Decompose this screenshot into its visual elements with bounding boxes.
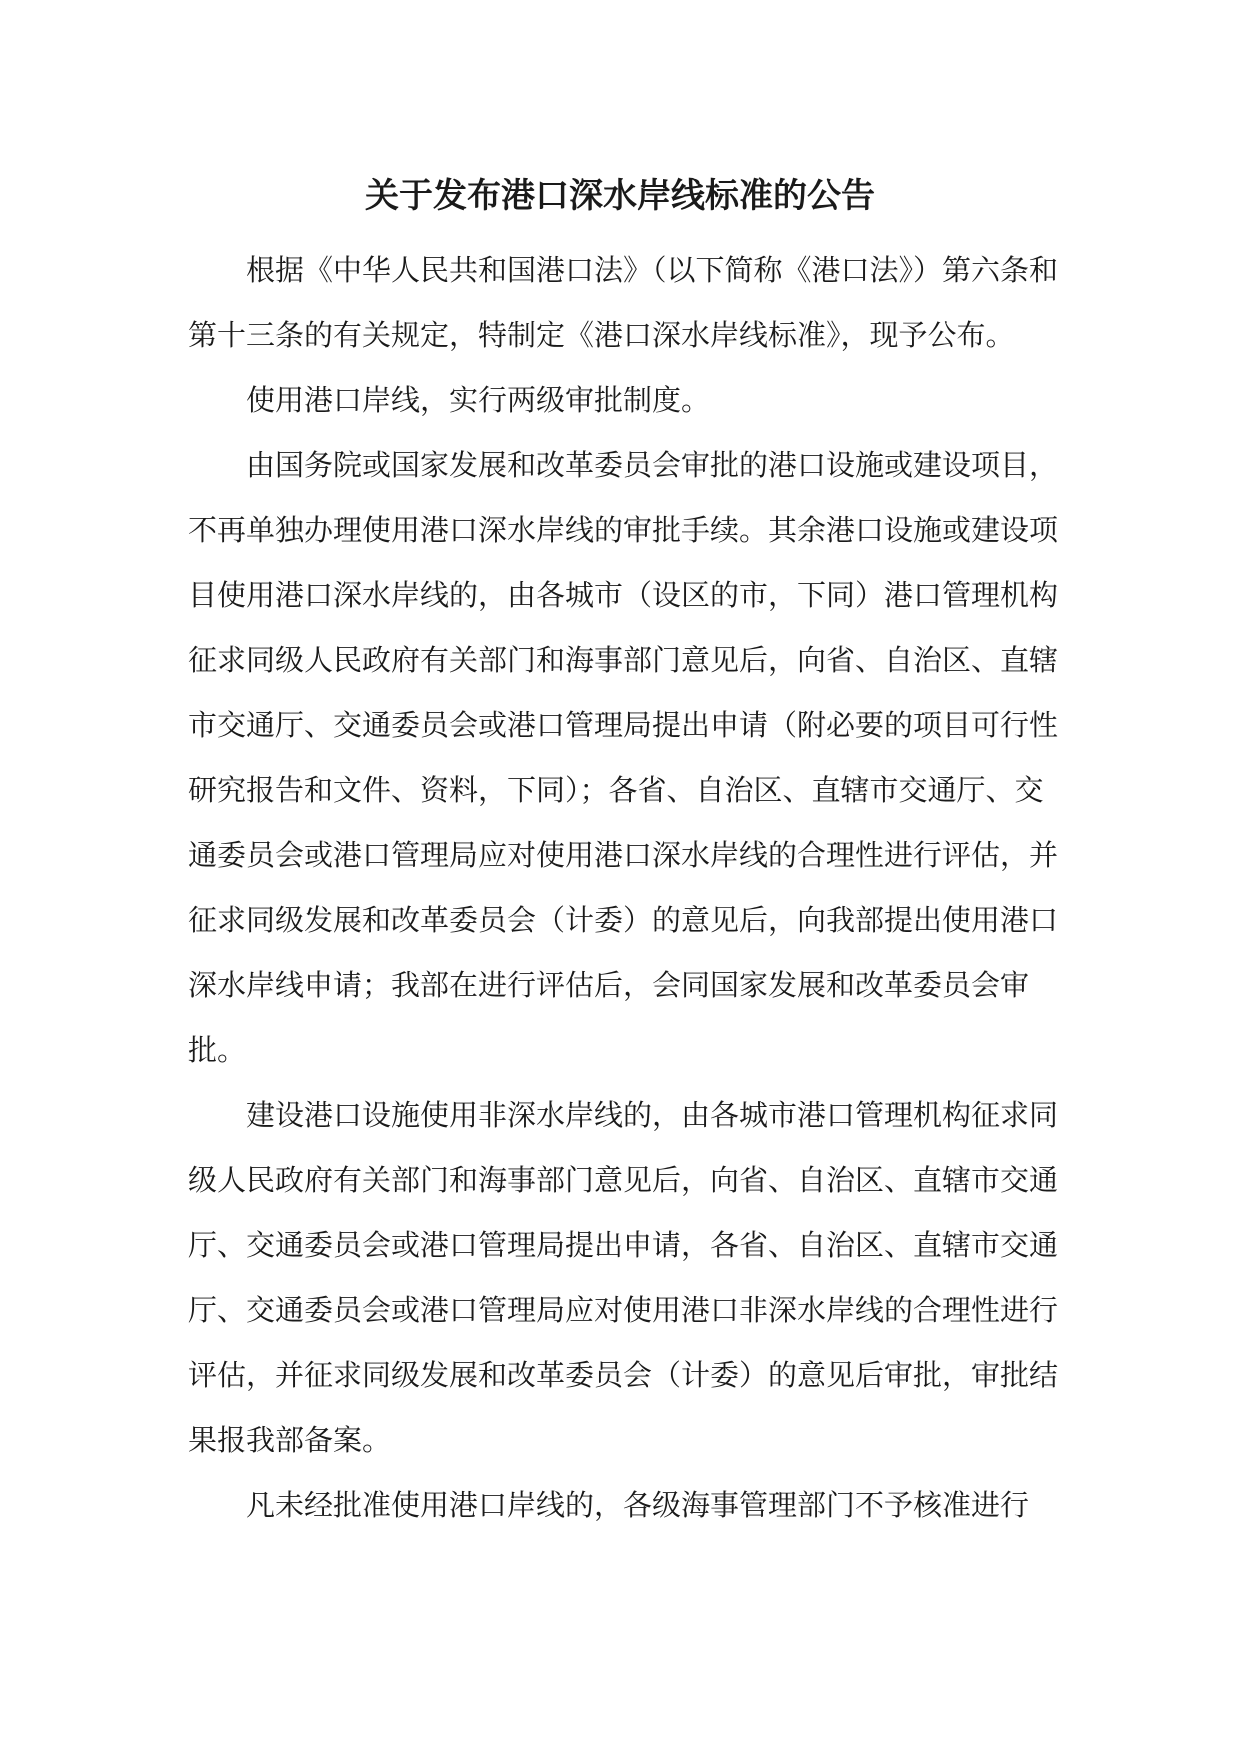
paragraph-approval-system: 使用港口岸线，实行两级审批制度。: [246, 383, 711, 417]
paragraph-non-deep-water-approval: 建设港口设施使用非深水岸线的，由各城市港口管理机构征求同级人民政府有关部门和海事部门意见后，向省、自治区、直辖市交通厅、交通委员会或港口管理局提出申请，各省、自治区、直辖市交通厅、交通委员会或港口管理局应对使用港口非深水岸线的合理性进行评估，并征求同级发展和改革委员会（计委）的意见后审批，审批结果报我部备案。: [188, 1098, 1059, 1457]
document-title: 关于发布港口深水岸线标准的公告: [365, 176, 875, 216]
paragraph-unapproved-use: 凡未经批准使用港口岸线的，各级海事管理部门不予核准进行: [246, 1488, 1030, 1522]
paragraph-legal-basis: 根据《中华人民共和国港口法》（以下简称《港口法》）第六条和第十三条的有关规定，特制定《港口深水岸线标准》，现予公布。: [188, 253, 1059, 352]
paragraph-deep-water-approval: 由国务院或国家发展和改革委员会审批的港口设施或建设项目，不再单独办理使用港口深水岸线的审批手续。其余港口设施或建设项目使用港口深水岸线的，由各城市（设区的市，下同）港口管理机构征求同级人民政府有关部门和海事部门意见后，向省、自治区、直辖市交通厅、交通委员会或港口管理局提出申请（附必要的项目可行性研究报告和文件、资料，下同）；各省、自治区、直辖市交通厅、交通委员会或港口管理局应对使用港口深水岸线的合理性进行评估，并征求同级发展和改革委员会（计委）的意见后，向我部提出使用港口深水岸线申请；我部在进行评估后，会同国家发展和改革委员会审批。: [188, 448, 1059, 1067]
document-body: [188, 238, 1064, 1538]
